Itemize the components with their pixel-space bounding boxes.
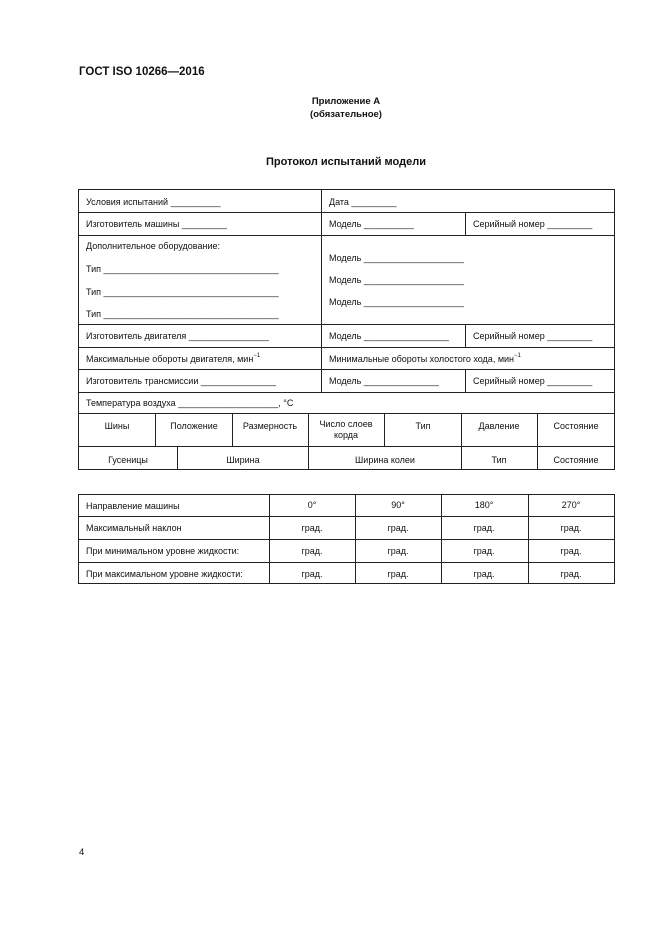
slope-direction-180: 180° bbox=[474, 500, 494, 510]
equipment-model-1-field: Модель ____________________ bbox=[329, 253, 464, 263]
slope-row-label: Максимальный наклон bbox=[86, 523, 182, 533]
track-header-width: Ширина bbox=[226, 455, 260, 465]
machine-maker-field: Изготовитель машины _________ bbox=[86, 219, 227, 229]
slope-cell: град. bbox=[473, 569, 495, 579]
slope-cell: град. bbox=[387, 546, 409, 556]
slope-direction-0: 0° bbox=[307, 500, 317, 510]
annex-title: Приложение А bbox=[311, 96, 381, 107]
engine-serial-field: Серийный номер _________ bbox=[473, 331, 593, 341]
slope-cell: град. bbox=[473, 546, 495, 556]
equipment-type-2-field: Тип ___________________________________ bbox=[86, 287, 279, 297]
track-header-condition: Состояние bbox=[553, 455, 599, 465]
slope-row-label: При максимальном уровне жидкости: bbox=[86, 569, 243, 579]
page-number: 4 bbox=[79, 847, 85, 858]
tire-header-size: Размерность bbox=[242, 421, 298, 431]
test-conditions-field: Условия испытаний __________ bbox=[86, 197, 221, 207]
extra-equipment-label: Дополнительное оборудование: bbox=[86, 241, 220, 251]
slope-direction-90: 90° bbox=[391, 500, 405, 510]
track-header-gauge: Ширина колеи bbox=[355, 455, 415, 465]
slope-direction-270: 270° bbox=[561, 500, 581, 510]
slope-cell: град. bbox=[301, 569, 323, 579]
slope-cell: град. bbox=[301, 523, 323, 533]
air-temperature-field: Температура воздуха ____________________, °С bbox=[86, 398, 294, 408]
tire-header-position: Положение bbox=[170, 421, 218, 431]
slope-cell: град. bbox=[301, 546, 323, 556]
protocol-title: Протокол испытаний модели bbox=[266, 156, 426, 168]
machine-model-field: Модель __________ bbox=[329, 219, 414, 229]
idle-min-rpm-field: Минимальные обороты холостого хода, мин$^{-1}$ bbox=[329, 353, 521, 364]
slope-cell: град. bbox=[387, 569, 409, 579]
track-header-type: Тип bbox=[491, 455, 507, 465]
tire-header-tires: Шины bbox=[104, 421, 130, 431]
tire-header-condition: Состояние bbox=[553, 421, 599, 431]
slope-cell: град. bbox=[560, 546, 582, 556]
rpm-exponent: −1 bbox=[253, 353, 261, 359]
equipment-model-3-field: Модель ____________________ bbox=[329, 297, 464, 307]
tire-header-pressure: Давление bbox=[478, 421, 520, 431]
track-header-tracks: Гусеницы bbox=[108, 455, 148, 465]
slope-cell: град. bbox=[560, 569, 582, 579]
slope-direction-label: Направление машины bbox=[86, 501, 180, 511]
document-header: ГОСТ ISO 10266—2016 bbox=[79, 66, 205, 78]
slope-cell: град. bbox=[473, 523, 495, 533]
equipment-type-3-field: Тип ___________________________________ bbox=[86, 309, 279, 319]
slope-cell: град. bbox=[560, 523, 582, 533]
transmission-maker-field: Изготовитель трансмиссии _______________ bbox=[86, 376, 276, 386]
engine-maker-field: Изготовитель двигателя ________________ bbox=[86, 331, 269, 341]
engine-model-field: Модель _________________ bbox=[329, 331, 449, 341]
transmission-serial-field: Серийный номер _________ bbox=[473, 376, 593, 386]
equipment-type-1-field: Тип ___________________________________ bbox=[86, 264, 279, 274]
rpm-exponent: −1 bbox=[514, 353, 521, 359]
tire-header-ply-count: Число слоев корда bbox=[319, 419, 373, 440]
engine-max-rpm-field: Максимальные обороты двигателя, мин$^{-1}$ bbox=[86, 353, 261, 364]
machine-serial-field: Серийный номер _________ bbox=[473, 219, 593, 229]
date-field: Дата _________ bbox=[329, 197, 397, 207]
slope-cell: град. bbox=[387, 523, 409, 533]
transmission-model-field: Модель _______________ bbox=[329, 376, 439, 386]
equipment-model-2-field: Модель ____________________ bbox=[329, 275, 464, 285]
annex-status: (обязательное) bbox=[310, 109, 382, 120]
tire-header-type: Тип bbox=[415, 421, 431, 431]
slope-row-label: При минимальном уровне жидкости: bbox=[86, 546, 240, 556]
